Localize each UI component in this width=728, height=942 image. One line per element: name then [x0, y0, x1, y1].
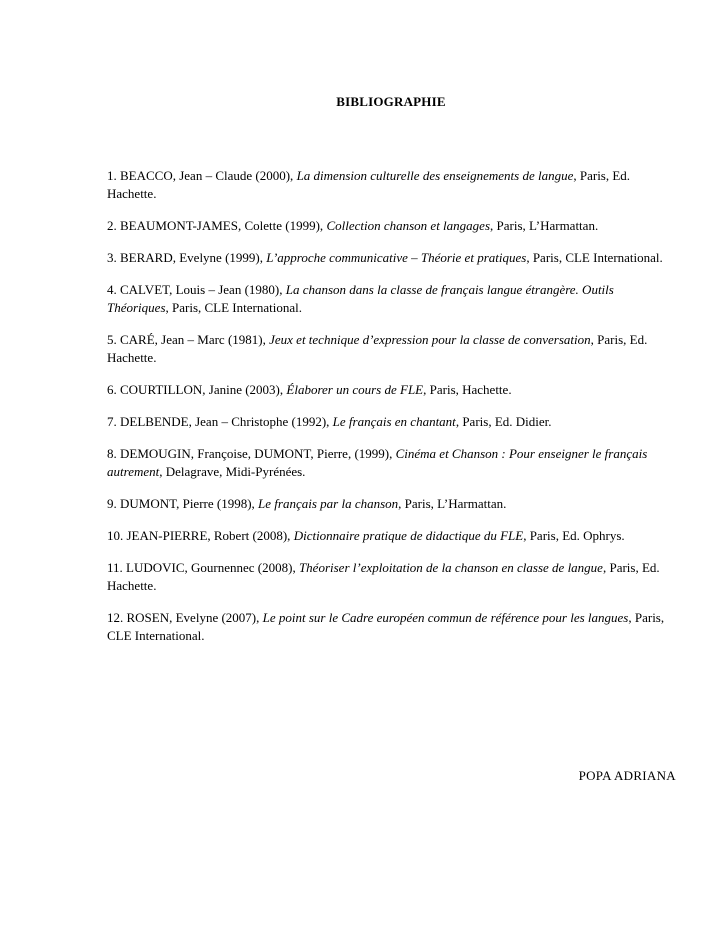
entry-title: Le point sur le Cadre européen commun de référence pour les langues: [262, 610, 629, 625]
entry-publisher: , Delagrave, Midi-Pyrénées.: [159, 464, 306, 479]
entry-title: La dimension culturelle des enseignements de langue: [296, 168, 574, 183]
entry-title: Théoriser l’exploitation de la chanson en classe de langue: [298, 560, 603, 575]
entry-title: Le français en chantant: [332, 414, 456, 429]
entry-title: La chanson dans la classe de français langue étrangère. Outils Théoriques: [107, 282, 614, 315]
entry-publisher: , Paris, Ed. Hachette.: [107, 332, 648, 365]
entry-author: 8. DEMOUGIN, Françoise, DUMONT, Pierre, (1999),: [107, 446, 396, 461]
entry-author: 11. LUDOVIC, Gournennec (2008),: [107, 560, 299, 575]
bibliography-entry-2: [107, 217, 677, 235]
entry-author: 4. CALVET, Louis – Jean (1980),: [107, 282, 286, 297]
entry-author: 6. COURTILLON, Janine (2003),: [107, 382, 287, 397]
bibliography-entry-4: [107, 281, 677, 317]
entry-author: 2. BEAUMONT-JAMES, Colette (1999),: [107, 218, 327, 233]
author-signature: POPA ADRIANA: [578, 768, 676, 783]
entry-author: 5. CARÉ, Jean – Marc (1981),: [107, 332, 270, 347]
bibliography-entry-11: [107, 559, 677, 595]
bibliography-entry-9: [107, 495, 677, 513]
bibliography-entry-3: [107, 249, 677, 267]
entry-author: 1. BEACCO, Jean – Claude (2000),: [107, 168, 297, 183]
entry-publisher: , Paris, CLE International.: [165, 300, 302, 315]
entry-publisher: , Paris, Ed. Hachette.: [107, 560, 660, 593]
entry-title: Le français par la chanson: [258, 496, 399, 511]
entry-title: Cinéma et Chanson : Pour enseigner le français autrement: [107, 446, 648, 479]
bibliography-entry-6: [107, 381, 677, 399]
entry-author: 7. DELBENDE, Jean – Christophe (1992),: [107, 414, 333, 429]
entry-publisher: , Paris, L’Harmattan.: [398, 496, 507, 511]
entry-title: Collection chanson et langages: [326, 218, 490, 233]
entry-publisher: , Paris, Ed. Hachette.: [107, 168, 631, 201]
bibliography-entry-5: [107, 331, 677, 367]
bibliography-entry-7: [107, 413, 677, 431]
entry-author: 3. BERARD, Evelyne (1999),: [107, 250, 267, 265]
bibliography-entry-12: [107, 609, 677, 645]
entry-publisher: , Paris, CLE International.: [526, 250, 663, 265]
entry-title: Dictionnaire pratique de didactique du FLE: [293, 528, 524, 543]
entry-title: Élaborer un cours de FLE: [286, 382, 424, 397]
entry-publisher: , Paris, Ed. Ophrys.: [523, 528, 625, 543]
entry-publisher: , Paris, Ed. Didier.: [455, 414, 552, 429]
entry-author: 12. ROSEN, Evelyne (2007),: [107, 610, 263, 625]
entry-author: 10. JEAN-PIERRE, Robert (2008),: [107, 528, 294, 543]
entry-publisher: , Paris, CLE International.: [107, 610, 665, 643]
entry-title: L’approche communicative – Théorie et pratiques: [266, 250, 527, 265]
page-title: BIBLIOGRAPHIE: [336, 94, 446, 109]
entry-publisher: , Paris, Hachette.: [423, 382, 512, 397]
entry-author: 9. DUMONT, Pierre (1998),: [107, 496, 259, 511]
entry-title: Jeux et technique d’expression pour la classe de conversation: [269, 332, 591, 347]
bibliography-entry-8: [107, 445, 677, 481]
bibliography-entry-10: [107, 527, 677, 545]
entry-publisher: , Paris, L’Harmattan.: [490, 218, 599, 233]
bibliography-list: [107, 167, 677, 659]
bibliography-entry-1: [107, 167, 677, 203]
